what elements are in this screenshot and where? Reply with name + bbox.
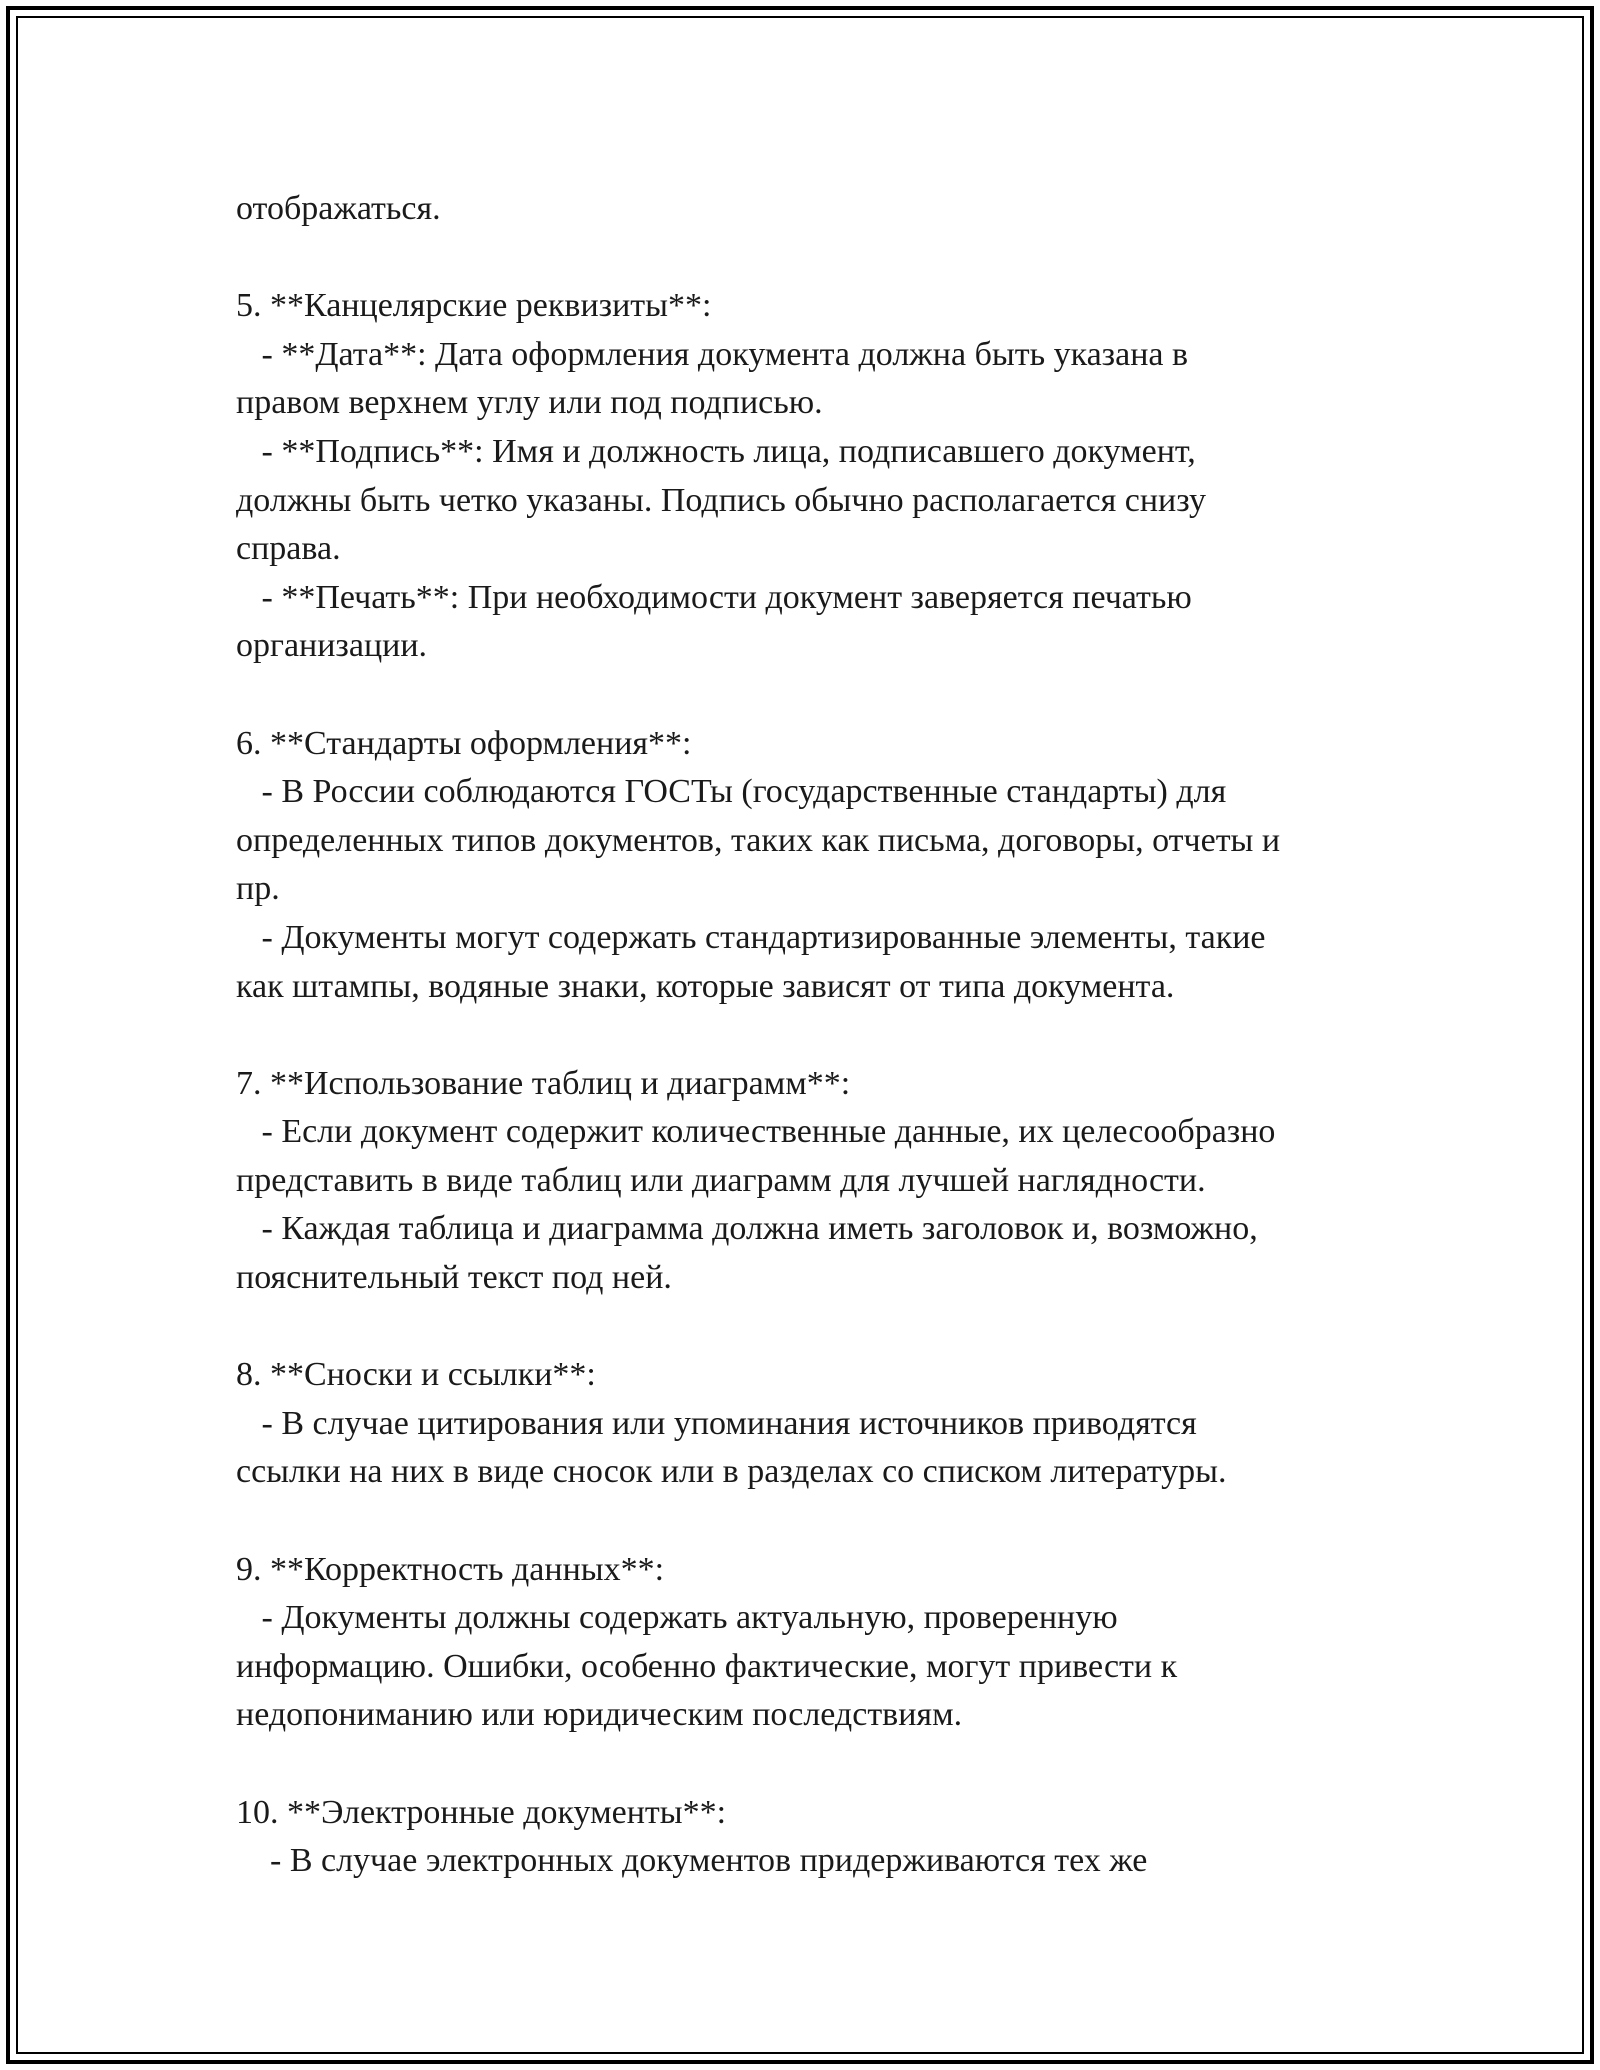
section-heading: 8. **Сноски и ссылки**:	[236, 1356, 596, 1394]
text-line: пояснительный текст под ней.	[236, 1259, 672, 1297]
text-line: ссылки на них в виде сносок или в разделах со списком литературы.	[236, 1453, 1227, 1491]
text-line: - **Печать**: При необходимости документ заверяется печатью	[236, 578, 1192, 616]
text-line: информацию. Ошибки, особенно фактические, могут привести к	[236, 1647, 1178, 1685]
text-line: - **Подпись**: Имя и должность лица, подписавшего документ,	[236, 432, 1196, 470]
text-line: пр.	[236, 870, 280, 908]
text-line: организации.	[236, 627, 428, 665]
document-body	[236, 185, 1396, 1886]
text-line: - Документы должны содержать актуальную, проверенную	[236, 1599, 1118, 1637]
text-line: отображаться.	[236, 190, 441, 227]
text-line: справа.	[236, 530, 341, 568]
section-heading: 7. **Использование таблиц и диаграмм**:	[236, 1064, 851, 1102]
text-line: правом верхнем углу или под подписью.	[236, 384, 823, 422]
text-line: - Документы могут содержать стандартизированные элементы, такие	[236, 918, 1266, 956]
text-line: представить в виде таблиц или диаграмм для лучшей наглядности.	[236, 1161, 1206, 1199]
blank-line	[236, 1011, 1396, 1060]
section-heading: 9. **Корректность данных**:	[236, 1550, 665, 1588]
section-heading: 6. **Стандарты оформления**:	[236, 724, 692, 762]
text-line: - Если документ содержит количественные данные, их целесообразно	[236, 1113, 1276, 1151]
blank-line	[236, 1303, 1396, 1352]
text-line: - **Дата**: Дата оформления документа должна быть указана в	[236, 335, 1189, 373]
text-line: должны быть четко указаны. Подпись обычно располагается снизу	[236, 481, 1206, 519]
text-line: - Каждая таблица и диаграмма должна иметь заголовок и, возможно,	[236, 1210, 1258, 1248]
text-line: определенных типов документов, таких как письма, договоры, отчеты и	[236, 821, 1281, 859]
text-line: - В случае цитирования или упоминания источников приводятся	[236, 1404, 1197, 1442]
blank-line	[236, 1497, 1396, 1546]
blank-line	[236, 234, 1396, 283]
blank-line	[236, 1740, 1396, 1789]
section-heading: 5. **Канцелярские реквизиты**:	[236, 287, 712, 325]
blank-line	[236, 671, 1396, 720]
text-line: недопониманию или юридическим последствиям.	[236, 1696, 963, 1734]
text-line: - В случае электронных документов придерживаются тех же	[236, 1842, 1148, 1880]
section-heading: 10. **Электронные документы**:	[236, 1793, 727, 1831]
text-line: как штампы, водяные знаки, которые зависят от типа документа.	[236, 967, 1175, 1005]
text-line: - В России соблюдаются ГОСТы (государственные стандарты) для	[236, 773, 1227, 811]
